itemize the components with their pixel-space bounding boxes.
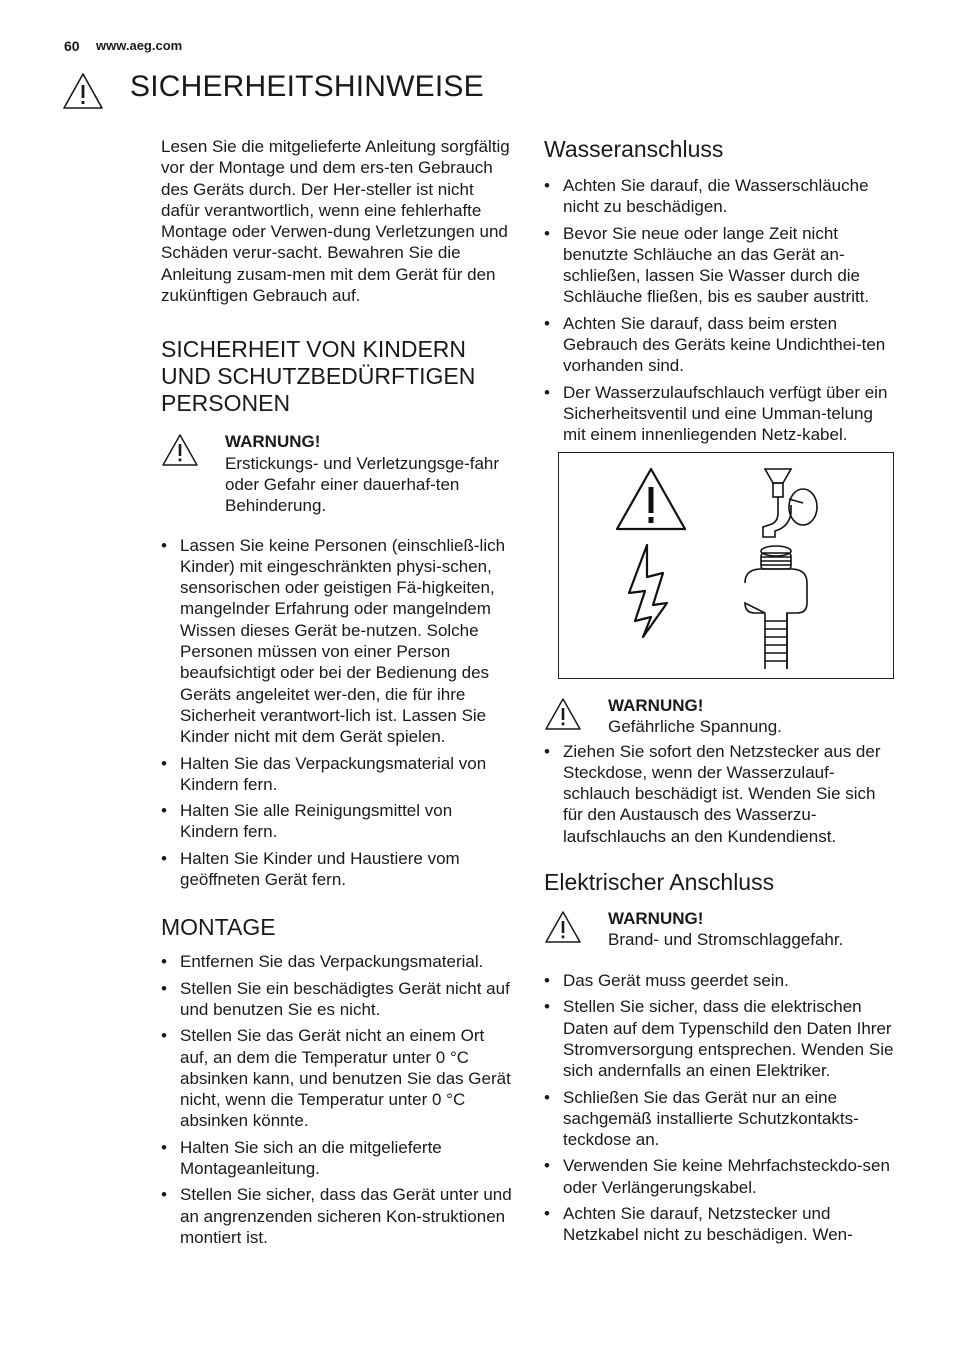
hose-illustration-drawing bbox=[559, 453, 893, 678]
children-warning bbox=[161, 431, 513, 516]
list-item: • Stellen Sie sicher, dass das Gerät unter und an angrenzenden sicheren Kon-struktionen montiert ist. bbox=[161, 1184, 513, 1248]
list-item: • Halten Sie sich an die mitgelieferte Montageanleitung. bbox=[161, 1137, 513, 1180]
list-item: • Lassen Sie keine Personen (einschließ-lich Kinder) mit eingeschränkten physi-schen, sensorischen oder geistigen Fä-higkeiten, mangelnder Erfahrung oder mangelndem Wissen dieses Gerät be-nutzen. Solche Personen müssen von einer Person beaufsichtigt oder bei der Bedienung des Geräts angeleitet wer-den, die für ihre Sicherheit verantwort-lich ist. Lassen Sie Kinder nicht mit dem Gerät spielen. bbox=[161, 535, 513, 748]
page-title: SICHERHEITSHINWEISE bbox=[130, 70, 484, 103]
warning-text: Brand- und Stromschlaggefahr. bbox=[608, 930, 844, 950]
montage-list bbox=[161, 951, 513, 1248]
list-item: • Halten Sie das Verpackungsmaterial von Kindern fern. bbox=[161, 753, 513, 796]
warning-title: WARNUNG! bbox=[608, 909, 704, 929]
list-item: • Der Wasserzulaufschlauch verfügt über ein Sicherheitsventil und eine Umman-telung mit einem innenliegenden Netz-kabel. bbox=[544, 382, 896, 446]
children-heading-line-2: UND SCHUTZBEDÜRFTIGEN bbox=[161, 363, 476, 390]
list-item: • Halten Sie Kinder und Haustiere vom geöffneten Gerät fern. bbox=[161, 848, 513, 891]
right-column bbox=[544, 136, 896, 1251]
list-item: • Achten Sie darauf, Netzstecker und Netzkabel nicht zu beschädigen. Wen- bbox=[544, 1203, 896, 1246]
warning-text: Erstickungs- und Verletzungsge-fahr oder Gefahr einer dauerhaf-ten Behinderung. bbox=[225, 453, 500, 516]
children-list bbox=[161, 535, 513, 891]
list-item: • Das Gerät muss geerdet sein. bbox=[544, 970, 896, 991]
list-item: • Stellen Sie das Gerät nicht an einem Ort auf, an dem die Temperatur unter 0 °C absinken kann, und benutzen Sie das Gerät nicht, wenn die Temperatur unter 0 °C absinken könnte. bbox=[161, 1025, 513, 1131]
children-heading-line-1: SICHERHEIT VON KINDERN bbox=[161, 336, 467, 363]
list-item: • Stellen Sie sicher, dass die elektrischen Daten auf dem Typenschild den Daten Ihrer Stromversorgung entsprechen. Wenden Sie sich andernfalls an einen Elektriker. bbox=[544, 996, 896, 1081]
electrical-list bbox=[544, 970, 896, 1246]
header-url: www.aeg.com bbox=[96, 38, 183, 53]
warning-title: WARNUNG! bbox=[608, 695, 704, 715]
page-number: 60 bbox=[64, 38, 80, 54]
list-item: • Achten Sie darauf, die Wasserschläuche nicht zu beschädigen. bbox=[544, 175, 896, 218]
warning-triangle-icon bbox=[62, 72, 104, 110]
list-item: • Bevor Sie neue oder lange Zeit nicht benutzte Schläuche an das Gerät an-schließen, lassen Sie Wasser durch die Schläuche fließen, bis es sauber austritt. bbox=[544, 223, 896, 308]
warning-title: WARNUNG! bbox=[225, 432, 321, 452]
warning-text: Gefährliche Spannung. bbox=[608, 716, 782, 736]
list-item: • Verwenden Sie keine Mehrfachsteckdo-sen oder Verlängerungskabel. bbox=[544, 1155, 896, 1198]
warning-triangle-icon bbox=[161, 433, 199, 467]
list-item: • Achten Sie darauf, dass beim ersten Gebrauch des Geräts keine Undichthei-ten vorhanden sind. bbox=[544, 313, 896, 377]
water-hose-icon bbox=[745, 469, 817, 669]
list-item: • Stellen Sie ein beschädigtes Gerät nicht auf und benutzen Sie es nicht. bbox=[161, 978, 513, 1021]
hose-illustration bbox=[558, 452, 894, 679]
children-heading-line-3: PERSONEN bbox=[161, 390, 291, 417]
water-list bbox=[544, 175, 896, 446]
intro-paragraph: Lesen Sie die mitgelieferte Anleitung sorgfältig vor der Montage und dem ers-ten Gebrauch des Geräts durch. Der Her-steller ist nicht dafür verantwortlich, wenn eine fehlerhafte Montage oder Verwen-dung Verletzungen und Schäden verur-sacht. Bewahren Sie die Anleitung zusam-men mit dem Gerät für den zukünftigen Gebrauch auf. bbox=[161, 137, 510, 306]
montage-heading: MONTAGE bbox=[161, 914, 276, 941]
water-list-2 bbox=[544, 741, 896, 847]
electrical-warning bbox=[544, 908, 896, 952]
list-item: • Schließen Sie das Gerät nur an eine sachgemäß installierte Schutzkontakts-teckdose an. bbox=[544, 1087, 896, 1151]
list-item: • Halten Sie alle Reinigungsmittel von Kindern fern. bbox=[161, 800, 513, 843]
electrical-connection-heading: Elektrischer Anschluss bbox=[544, 869, 775, 896]
warning-triangle-icon bbox=[617, 469, 685, 529]
lightning-bolt-icon bbox=[629, 545, 667, 637]
left-column bbox=[161, 136, 513, 1253]
children-safety-heading bbox=[161, 336, 513, 417]
warning-triangle-icon bbox=[544, 910, 582, 944]
voltage-warning bbox=[544, 695, 896, 739]
water-connection-heading: Wasseranschluss bbox=[544, 136, 724, 162]
warning-triangle-icon bbox=[544, 697, 582, 731]
list-item: • Entfernen Sie das Verpackungsmaterial. bbox=[161, 951, 513, 972]
list-item: • Ziehen Sie sofort den Netzstecker aus der Steckdose, wenn der Wasserzulauf-schlauch beschädigt ist. Wenden Sie sich für den Austausch des Wasserzu-laufschlauchs an den Kundendienst. bbox=[544, 741, 896, 847]
